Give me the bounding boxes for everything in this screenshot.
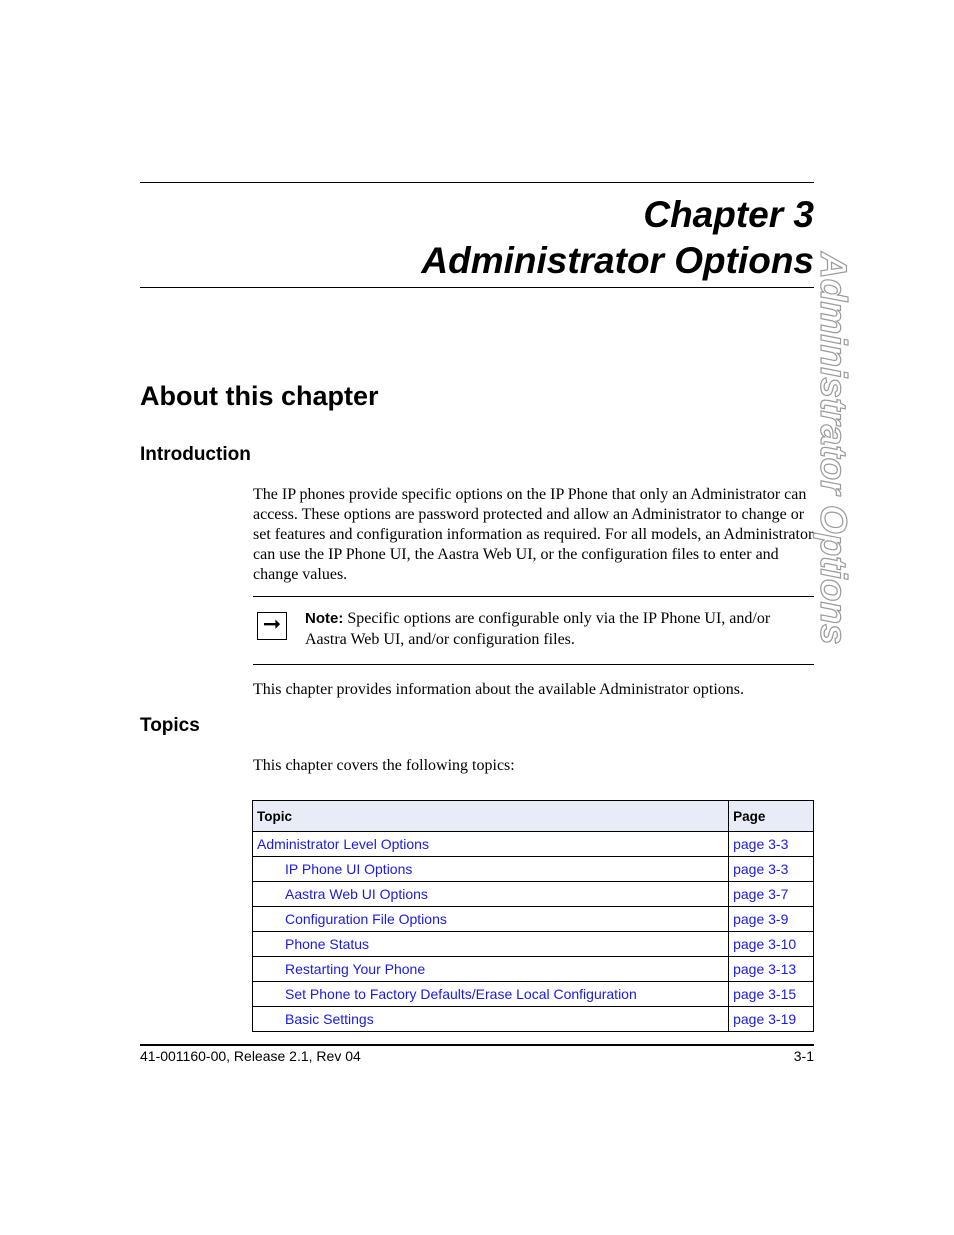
title-bottom-rule xyxy=(140,287,814,288)
topic-link[interactable]: IP Phone UI Options xyxy=(253,857,729,882)
note-box xyxy=(253,596,814,665)
column-header-topic: Topic xyxy=(253,801,729,832)
page-link[interactable]: page 3-13 xyxy=(729,957,814,982)
side-tab-label: Administrator Options xyxy=(813,252,854,645)
note-body: Specific options are configurable only via the IP Phone UI, and/or Aastra Web UI, and/or configuration files. xyxy=(305,610,771,648)
table-row xyxy=(253,1007,814,1032)
after-note-paragraph: This chapter provides information about the available Administrator options. xyxy=(253,681,744,698)
topic-link[interactable]: Restarting Your Phone xyxy=(253,957,729,982)
page-link[interactable]: page 3-19 xyxy=(729,1007,814,1032)
introduction-heading: Introduction xyxy=(140,444,251,465)
page-link[interactable]: page 3-15 xyxy=(729,982,814,1007)
note-label: Note: xyxy=(305,610,344,627)
topics-heading: Topics xyxy=(140,715,200,736)
table-row xyxy=(253,932,814,957)
topics-intro: This chapter covers the following topics: xyxy=(253,757,515,774)
column-header-page: Page xyxy=(729,801,814,832)
chapter-title xyxy=(421,192,814,284)
page-link[interactable]: page 3-3 xyxy=(729,857,814,882)
table-header-row xyxy=(253,801,814,832)
side-tab xyxy=(810,252,860,652)
chapter-number: Chapter 3 xyxy=(643,194,814,235)
section-title: About this chapter xyxy=(140,381,379,411)
table-row xyxy=(253,957,814,982)
page-link[interactable]: page 3-7 xyxy=(729,882,814,907)
arrow-right-icon: ➞ xyxy=(257,612,287,640)
table-row xyxy=(253,832,814,857)
topic-link[interactable]: Configuration File Options xyxy=(253,907,729,932)
introduction-paragraph: The IP phones provide specific options on the IP Phone that only an Administrator can access. These options are password protected and allow an Administrator to change or set features and configuration information as required. For all models, an Administrator can use the IP Phone UI, the Aastra Web UI, or the configuration files to enter and change values. xyxy=(253,486,814,583)
table-row xyxy=(253,857,814,882)
table-row xyxy=(253,982,814,1007)
footer-rule xyxy=(140,1044,814,1046)
page-link[interactable]: page 3-9 xyxy=(729,907,814,932)
note-text-block xyxy=(305,608,810,650)
footer-document-id: 41-001160-00, Release 2.1, Rev 04 xyxy=(140,1048,361,1064)
table-row xyxy=(253,882,814,907)
topic-link[interactable]: Aastra Web UI Options xyxy=(253,882,729,907)
topic-link[interactable]: Basic Settings xyxy=(253,1007,729,1032)
topic-link[interactable]: Administrator Level Options xyxy=(253,832,729,857)
footer-page-number: 3-1 xyxy=(793,1048,814,1064)
title-top-rule xyxy=(140,182,814,183)
page-link[interactable]: page 3-10 xyxy=(729,932,814,957)
topics-table xyxy=(252,800,814,1032)
page-link[interactable]: page 3-3 xyxy=(729,832,814,857)
topic-link[interactable]: Set Phone to Factory Defaults/Erase Local Configuration xyxy=(253,982,729,1007)
chapter-name: Administrator Options xyxy=(421,240,814,281)
topic-link[interactable]: Phone Status xyxy=(253,932,729,957)
table-row xyxy=(253,907,814,932)
